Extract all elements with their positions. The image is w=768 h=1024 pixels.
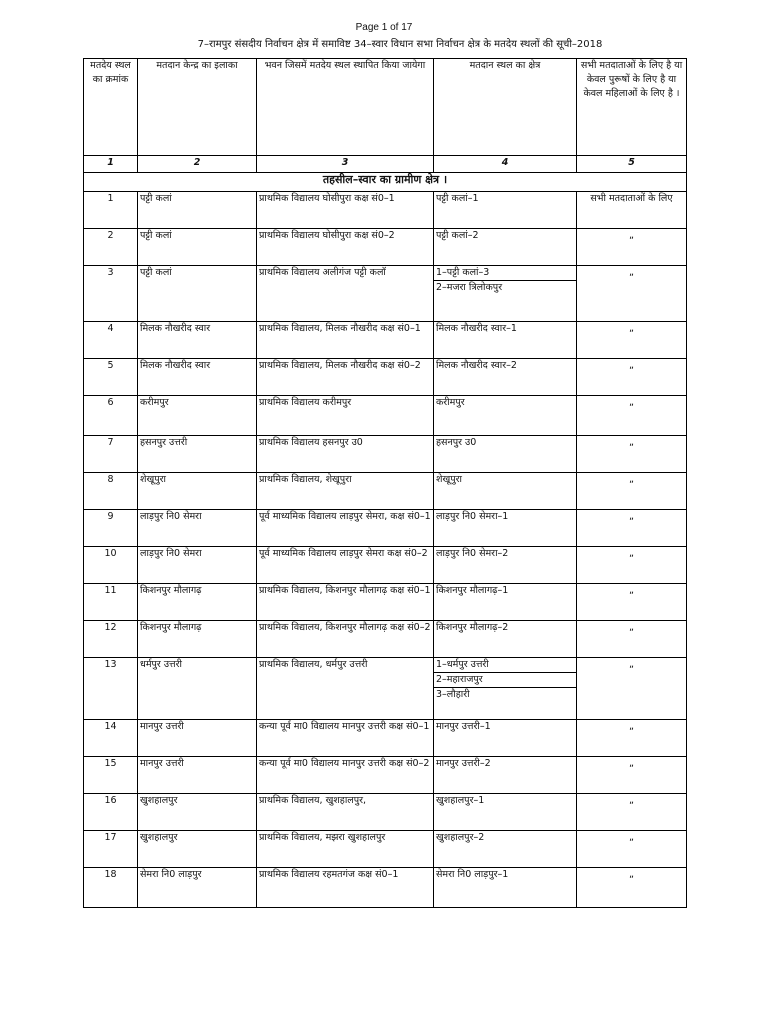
- table-row: [84, 794, 687, 831]
- area-item: सेमरा नि0 लाड़पुर–1: [436, 869, 509, 880]
- serial-number: 17: [84, 831, 138, 868]
- table-row: [84, 621, 687, 658]
- table-row: [84, 322, 687, 359]
- voter-category: „: [577, 473, 687, 510]
- document-title: 7–रामपुर संसदीय निर्वाचन क्षेत्र में समाविष्ट 34–स्वार विधान सभा निर्वाचन क्षेत्र के मतदेय स्थलों की सूची–2018: [197, 39, 603, 50]
- voter-category: „: [577, 584, 687, 621]
- polling-area: [434, 868, 577, 908]
- building: प्राथमिक विद्यालय करीमपुर: [257, 396, 434, 436]
- table-row: [84, 396, 687, 436]
- column-number: 5: [577, 156, 687, 173]
- polling-area: [434, 547, 577, 584]
- column-number: 3: [257, 156, 434, 173]
- table-row: [84, 192, 687, 229]
- header-cell: मतदान केन्द्र का इलाका: [138, 59, 257, 156]
- area-item: मानपुर उत्तरी–1: [436, 721, 491, 732]
- serial-number: 12: [84, 621, 138, 658]
- locality: मिलक नौखरीद स्वार: [138, 359, 257, 396]
- voter-category: „: [577, 436, 687, 473]
- polling-area: [434, 584, 577, 621]
- building: प्राथमिक विद्यालय अलीगंज पट्टी कलॉ: [257, 266, 434, 322]
- serial-number: 9: [84, 510, 138, 547]
- locality: खुशहालपुर: [138, 831, 257, 868]
- locality: लाड़पुर नि0 सेमरा: [138, 510, 257, 547]
- voter-category: „: [577, 757, 687, 794]
- polling-area: [434, 757, 577, 794]
- area-item: 2–मजरा त्रिलोकपुर: [434, 280, 576, 295]
- section-row: [84, 173, 687, 192]
- building: प्राथमिक विद्यालय, शेखूपुरा: [257, 473, 434, 510]
- area-item: लाड़पुर नि0 सेमरा–1: [436, 511, 509, 522]
- locality: पट्टी कलां: [138, 229, 257, 266]
- serial-number: 1: [84, 192, 138, 229]
- voter-category: „: [577, 510, 687, 547]
- building: पूर्व माध्यमिक विद्यालय लाड़पुर सेमरा, कक्ष सं0–1: [257, 510, 434, 547]
- serial-number: 4: [84, 322, 138, 359]
- polling-area: [434, 266, 577, 322]
- area-item: मानपुर उत्तरी–2: [436, 758, 491, 769]
- area-item: करीमपुर: [436, 397, 465, 408]
- voter-category: „: [577, 658, 687, 720]
- voter-category: „: [577, 266, 687, 322]
- building: प्राथमिक विद्यालय, धर्मपुर उत्तरी: [257, 658, 434, 720]
- serial-number: 11: [84, 584, 138, 621]
- area-item: लाड़पुर नि0 सेमरा–2: [436, 548, 509, 559]
- voter-category: „: [577, 359, 687, 396]
- voter-category: „: [577, 720, 687, 757]
- area-item: किशनपुर मौलागढ़–2: [436, 622, 509, 633]
- column-number: 4: [434, 156, 577, 173]
- building: प्राथमिक विद्यालय, मिलक नौखरीद कक्ष सं0–1: [257, 322, 434, 359]
- area-item: 1–पट्टी कलां–3: [436, 267, 490, 278]
- building: प्राथमिक विद्यालय रहमतगंज कक्ष सं0–1: [257, 868, 434, 908]
- table-row: [84, 229, 687, 266]
- table-row: [84, 658, 687, 720]
- serial-number: 18: [84, 868, 138, 908]
- table-row: [84, 436, 687, 473]
- serial-number: 13: [84, 658, 138, 720]
- table-row: [84, 547, 687, 584]
- locality: करीमपुर: [138, 396, 257, 436]
- polling-stations-table: [83, 58, 687, 908]
- polling-area: [434, 621, 577, 658]
- building: प्राथमिक विद्यालय घोसीपुरा कक्ष सं0–2: [257, 229, 434, 266]
- locality: मानपुर उत्तरी: [138, 757, 257, 794]
- area-item: 1–धर्मपुर उत्तरी: [436, 659, 489, 670]
- header-cell: सभी मतदाताओं के लिए है या केवल पुरूषों के लिए है या केवल महिलाओं के लिए है ।: [577, 59, 687, 156]
- serial-number: 15: [84, 757, 138, 794]
- area-item: पट्टी कलां–1: [436, 193, 479, 204]
- table-row: [84, 510, 687, 547]
- table-row: [84, 757, 687, 794]
- locality: सेमरा नि0 लाड़पुर: [138, 868, 257, 908]
- header-cell: मतदान स्थल का क्षेत्र: [434, 59, 577, 156]
- building: प्राथमिक विद्यालय, मझरा खुशहालपुर: [257, 831, 434, 868]
- voter-category: „: [577, 794, 687, 831]
- polling-area: [434, 720, 577, 757]
- voter-category: „: [577, 547, 687, 584]
- table-row: [84, 720, 687, 757]
- page-number: Page 1 of 17: [355, 22, 413, 33]
- area-item: पट्टी कलां–2: [436, 230, 479, 241]
- building: प्राथमिक विद्यालय घोसीपुरा कक्ष सं0–1: [257, 192, 434, 229]
- voter-category: „: [577, 621, 687, 658]
- building: प्राथमिक विद्यालय, किशनपुर मौलागढ़ कक्ष सं0–2: [257, 621, 434, 658]
- polling-area: [434, 794, 577, 831]
- building: कन्या पूर्व मा0 विद्यालय मानपुर उत्तरी कक्ष सं0–2: [257, 757, 434, 794]
- serial-number: 16: [84, 794, 138, 831]
- area-item: हसनपुर उ0: [436, 437, 477, 448]
- table-row: [84, 359, 687, 396]
- polling-area: [434, 359, 577, 396]
- area-item: मिलक नौखरीद स्वार–2: [436, 360, 517, 371]
- table-row: [84, 584, 687, 621]
- serial-number: 7: [84, 436, 138, 473]
- locality: पट्टी कलां: [138, 192, 257, 229]
- area-item: किशनपुर मौलागढ़–1: [436, 585, 509, 596]
- building: कन्या पूर्व मा0 विद्यालय मानपुर उत्तरी कक्ष सं0–1: [257, 720, 434, 757]
- polling-area: [434, 436, 577, 473]
- header-cell: भवन जिसमें मतदेय स्थल स्थापित किया जायेगा: [257, 59, 434, 156]
- building: प्राथमिक विद्यालय, खुशहालपुर,: [257, 794, 434, 831]
- serial-number: 3: [84, 266, 138, 322]
- voter-category: „: [577, 322, 687, 359]
- polling-area: [434, 658, 577, 720]
- serial-number: 6: [84, 396, 138, 436]
- polling-area: [434, 192, 577, 229]
- building: प्राथमिक विद्यालय, किशनपुर मौलागढ़ कक्ष सं0–1: [257, 584, 434, 621]
- voter-category: „: [577, 229, 687, 266]
- serial-number: 14: [84, 720, 138, 757]
- locality: हसनपुर उत्तरी: [138, 436, 257, 473]
- polling-area: [434, 473, 577, 510]
- building: पूर्व माध्यमिक विद्यालय लाड़पुर सेमरा कक्ष सं0–2: [257, 547, 434, 584]
- area-item: खुशहालपुर–2: [436, 832, 485, 843]
- polling-area: [434, 396, 577, 436]
- voter-category: „: [577, 868, 687, 908]
- voter-category: सभी मतदाताओं के लिए: [577, 192, 687, 229]
- column-number: 1: [84, 156, 138, 173]
- polling-area: [434, 322, 577, 359]
- building: प्राथमिक विद्यालय, मिलक नौखरीद कक्ष सं0–2: [257, 359, 434, 396]
- table-row: [84, 868, 687, 908]
- polling-area: [434, 510, 577, 547]
- table-row: [84, 831, 687, 868]
- header-cell: मतदेय स्थल का क्रमांक: [84, 59, 138, 156]
- locality: धर्मपुर उत्तरी: [138, 658, 257, 720]
- header-row: [84, 59, 687, 156]
- column-number: 2: [138, 156, 257, 173]
- area-item: 3–लौहारी: [434, 687, 576, 702]
- serial-number: 10: [84, 547, 138, 584]
- serial-number: 5: [84, 359, 138, 396]
- locality: लाड़पुर नि0 सेमरा: [138, 547, 257, 584]
- voter-category: „: [577, 396, 687, 436]
- locality: किशनपुर मौलागढ़: [138, 621, 257, 658]
- locality: किशनपुर मौलागढ़: [138, 584, 257, 621]
- section-title: तहसील–स्वार का ग्रामीण क्षेत्र ।: [84, 173, 687, 192]
- voter-category: „: [577, 831, 687, 868]
- table-row: [84, 266, 687, 322]
- table-row: [84, 473, 687, 510]
- polling-area: [434, 831, 577, 868]
- locality: मानपुर उत्तरी: [138, 720, 257, 757]
- area-item: 2–महाराजपुर: [434, 672, 576, 687]
- serial-number: 2: [84, 229, 138, 266]
- area-item: शेखूपुरा: [436, 474, 462, 485]
- locality: मिलक नौखरीद स्वार: [138, 322, 257, 359]
- polling-area: [434, 229, 577, 266]
- area-item: मिलक नौखरीद स्वार–1: [436, 323, 517, 334]
- area-item: खुशहालपुर–1: [436, 795, 485, 806]
- serial-number: 8: [84, 473, 138, 510]
- column-number-row: [84, 156, 687, 173]
- building: प्राथमिक विद्यालय हसनपुर उ0: [257, 436, 434, 473]
- locality: शेखूपुरा: [138, 473, 257, 510]
- locality: खुशहालपुर: [138, 794, 257, 831]
- locality: पट्टी कलां: [138, 266, 257, 322]
